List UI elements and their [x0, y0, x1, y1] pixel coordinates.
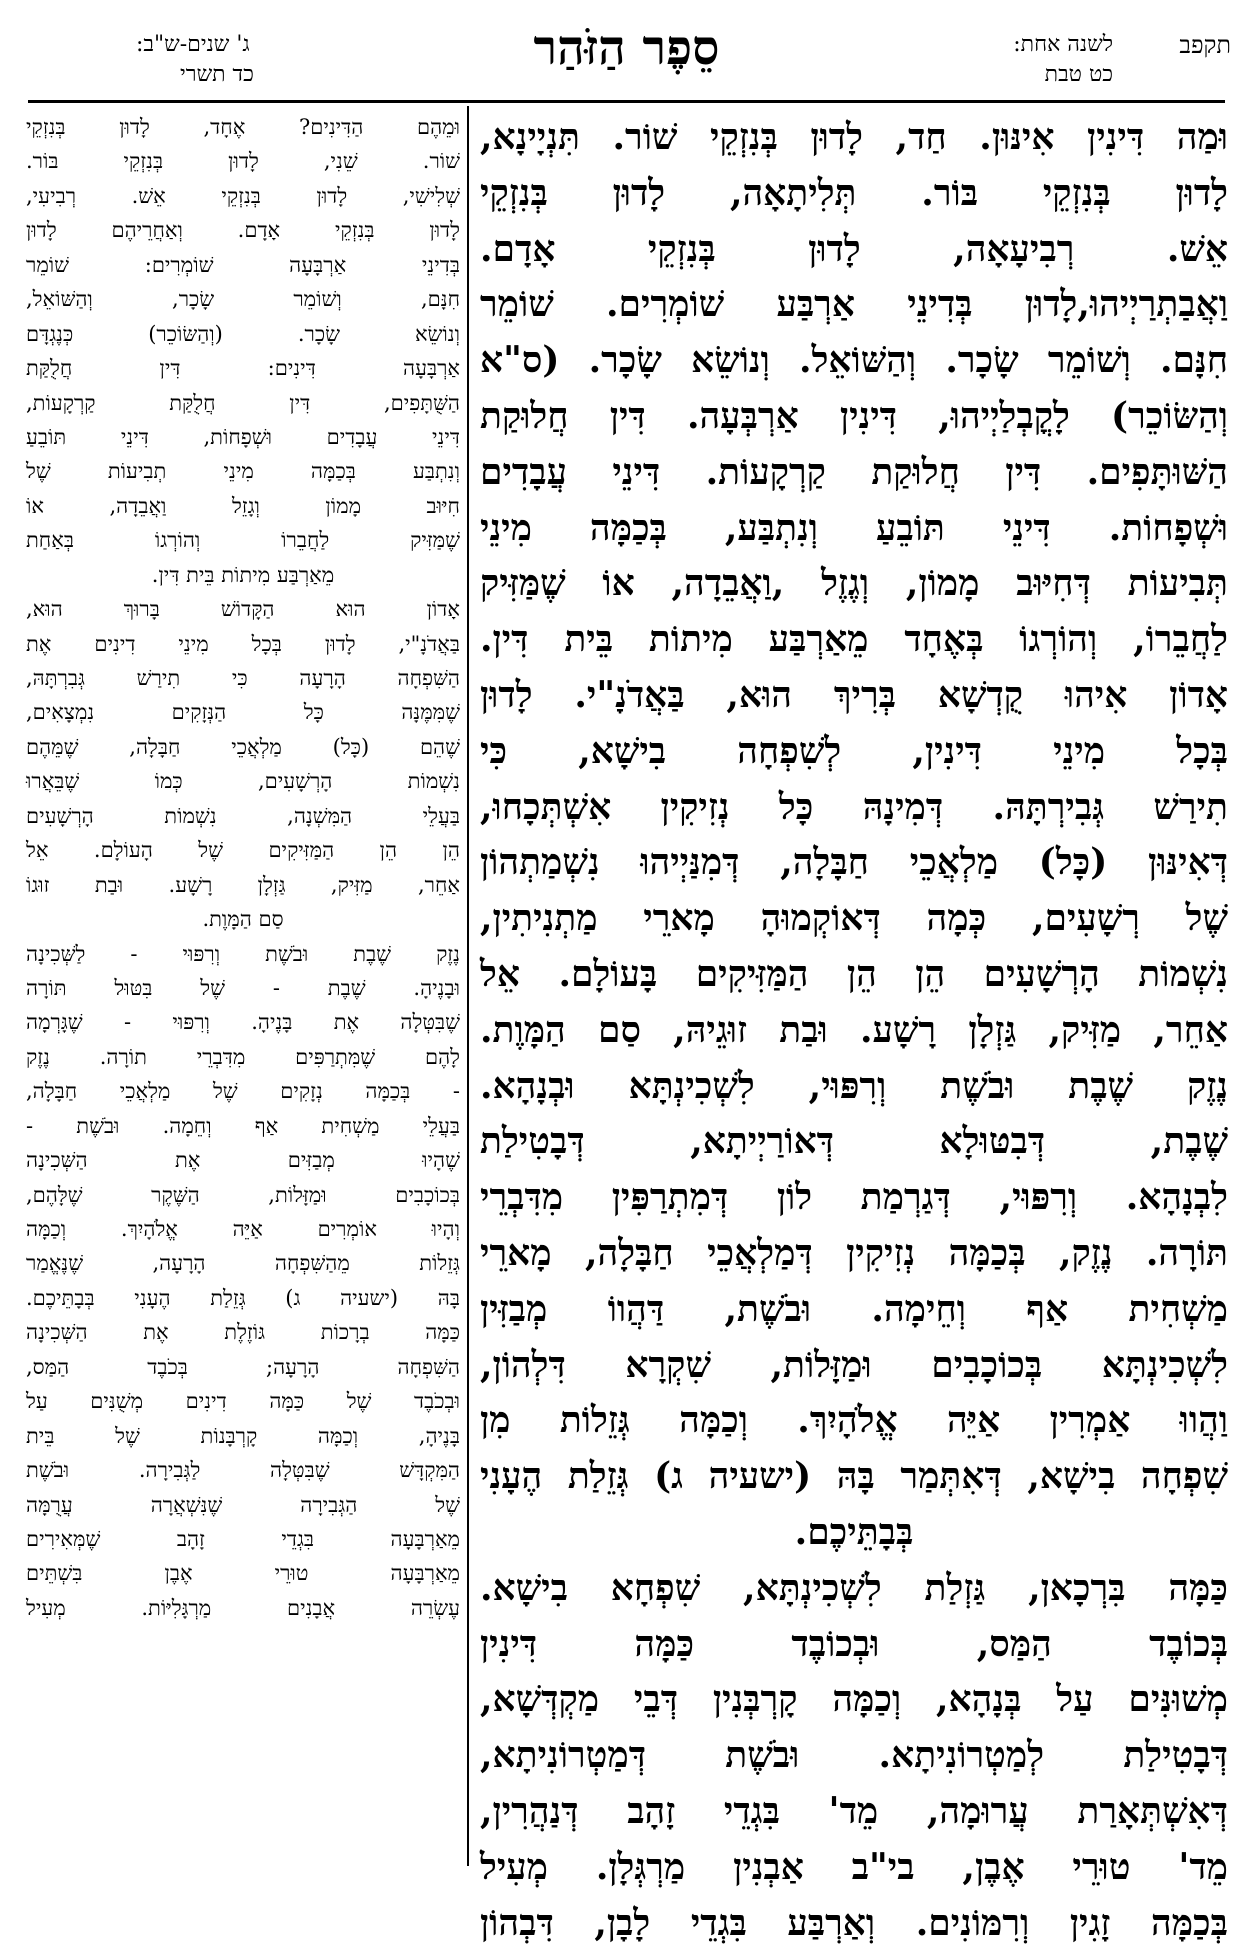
translation-text-line: אָדוֹן הוּא הַקָּדוֹשׁ בָּרוּךְ הוּא, [26, 592, 460, 626]
translation-text-line: סַם הַמָּוֶת. [26, 902, 460, 936]
aramaic-text-column [480, 110, 1228, 1870]
main-text-line: שִׁפְחָה בִישָׁא, דְּאִתְּמַר בָּהּ (ישעיה ג) גְּזֵלַת הֶעָנִי [480, 1449, 1228, 1505]
main-text-line: אֵשׁ. רְבִיעָאָה, לָדוּן בְּנִזְקֵי אָדָם. [480, 222, 1228, 278]
main-text-line: חִנָּם. וְשׁוֹמֵר שָׂכָר. וְהַשּׁוֹאֵל. וְנוֹשֵׂא שָׂכָר. (ס"א [480, 333, 1228, 389]
translation-text-line: גְּזֵלוֹת מֵהַשִּׁפְחָה הָרָעָה, שֶׁנֶּאֱמַר [26, 1246, 460, 1280]
main-text-line: תְּבִיעוֹת דְּחִיּוּב מָמוֹן, וְגֶזֶל ,וַאֲבֵדָה, אוֹ שֶׁמַּזִּיק [480, 556, 1228, 612]
translation-text-line: שׁוֹר. שֵׁנִי, לָדוּן בְּנִזְקֵי בּוֹר. [26, 144, 460, 178]
main-text-line: דְּאִינּוּן (כָּל) מַלְאֲכֵי חַבָּלָה, דְּמִנַּיְיהוּ נִשְׁמַתְהוֹן [480, 835, 1228, 891]
translation-text-line: שֶׁמַּזִּיק לַחֲבֵרוֹ וְהוֹרְגוֹ בְּאַחַת [26, 523, 460, 557]
main-text-line: וַהֲווּ אַמְרִין אַיֵּה אֱלֹהָיִךְ. וְכַמָּה גְּזֵלוֹת מִן [480, 1393, 1228, 1449]
reading-date-three-year: כד תשרי [180, 62, 254, 88]
translation-text-line: בַּאֲדֹנָ"י, לָדוּן בְּכָל מִינֵי דִינִים אֶת [26, 627, 460, 661]
main-text-line: תּוֹרָה. נֶזֶק, בְּכַמָּה נְזִיקִין דְּמַלְאֲכֵי חַבָּלָה, מָארֵי [480, 1226, 1228, 1282]
translation-text-line: לָדוּן בְּנִזְקֵי אָדָם. וְאַחֲרֵיהֶם לָדוּן [26, 213, 460, 247]
translation-text-line: שֶׁהֵם (כָּל) מַלְאֲכֵי חַבָּלָה, שֶׁמֵּהֶם [26, 730, 460, 764]
reading-date-one-year: כט טבת [1045, 62, 1113, 88]
main-text-line: אָדוֹן אִיהוּ קֻדְשָׁא בְּרִיךְ הוּא, בַּאֲדֹנָ"י. לָדוּן [480, 668, 1228, 724]
translation-text-line: וּבְכֹבֶד שֶׁל כַּמָּה דִינִים מְשֻׁנִּים עַל [26, 1384, 460, 1418]
main-text-line: וְהַשּׂוֹכֵר) לָקֳבְלַיְיהוּ, דִּינִין אַרְבְּעָה. דִּין חֲלוּקַת [480, 389, 1228, 445]
translation-text-line: וּמֵהֶם הַדִּינִים? אֶחָד, לָדוּן בְּנִזְקֵי [26, 110, 460, 144]
main-text-line: לִשְׁכִינְתָּא בְּכוֹכָבִים וּמַזָּלוֹת, שִׁקְרָא דִּלְהוֹן, [480, 1338, 1228, 1394]
main-text-line: וּמַה דִּינִין אִינּוּן. חַד, לָדוּן בְּנִזְקֵי שׁוֹר. תִּנְיָינָא, [480, 110, 1228, 166]
page-number: תקפב [1179, 32, 1231, 58]
main-text-line: שֶׁל רְשָׁעִים, כְּמָה דְּאוֹקְמוּהָ מָארֵי מַתְנִיתִין, [480, 891, 1228, 947]
translation-text-line: שֶׁל הַגְּבִירָה שֶׁנִּשְׁאֲרָה עֲרֻמָּה [26, 1488, 460, 1522]
translation-text-line: וּבָנֶיהָ. שֶׁבֶת - שֶׁל בִּטּוּל תּוֹרָה [26, 971, 460, 1005]
translation-text-line: וְנִתְבַּע בְּכַמָּה מִינֵי תְבִיעוֹת שֶׁל [26, 454, 460, 488]
translation-text-line: עֶשְׂרֵה אֲבָנִים מַרְגָּלִיּוֹת. מְעִיל [26, 1591, 460, 1625]
translation-text-line: שֶׁמִּמֶּנָּה כָּל הַנְּזָקִים נִמְצָאִים, [26, 695, 460, 729]
translation-text-line: וְהָיוּ אוֹמְרִים אַיֵּה אֱלֹהָיִךְ. וְכַמָּה [26, 1212, 460, 1246]
main-text-line: נִשְׁמוֹת הָרְשָׁעִים הֵן הֵן הַמַּזִּיקִים בָּעוֹלָם. אֵל [480, 947, 1228, 1003]
translation-text-line: שְׁלִישִׁי, לָדוּן בְּנִזְקֵי אֵשׁ. רְבִיעִי, [26, 179, 460, 213]
translation-text-line: לָהֶם שֶׁמִּתְרַפִּים מִדִּבְרֵי תוֹרָה. נֶזֶק [26, 1040, 460, 1074]
main-text-line: לִבְנָהָא. וְרִפּוּי, דְּגַרְמַת לוֹן דְּמִתְרַפִּין מִדִּבְרֵי [480, 1170, 1228, 1226]
translation-text-line: חִיּוּב מָמוֹן וְגָזֵל וַאֲבֵדָה, אוֹ [26, 489, 460, 523]
translation-text-line: הֵן הֵן הַמַּזִּיקִים שֶׁל הָעוֹלָם. אֵל [26, 833, 460, 867]
main-text-line: אַחֵר, מַזִּיק, גַּזְלָן רָשָׁע. וּבַת זוּגֵיהּ, סַם הַמָּוֶת. [480, 1003, 1228, 1059]
translation-text-line: דִּינֵי עֲבָדִים וּשְׁפָחוֹת, דִּינֵי תּוֹבֵעַ [26, 420, 460, 454]
reading-schedule-three-year: ג' שנים-ש"ב: [136, 32, 250, 58]
translation-text-line: כַּמָּה בְרָכוֹת גּוֹזֶלֶת אֶת הַשְּׁכִינָה [26, 1315, 460, 1349]
translation-text-line: הַשֻּׁתָּפִים, דִּין חֲלֻקַּת קַרְקָעוֹת, [26, 386, 460, 420]
translation-text-line: הַשִּׁפְחָה הָרָעָה; בְּכֹבֶד הַמַּס, [26, 1350, 460, 1384]
translation-text-line: בַּעֲלֵי מַשְׁחִית אַף וְחֵמָה. וּבֹשֶׁת - [26, 1109, 460, 1143]
translation-text-line: בַּעֲלֵי הַמִּשְׁנָה, נִשְׁמוֹת הָרְשָׁעִים [26, 799, 460, 833]
main-text-line: וּשְׁפָחוֹת. דִּינֵי תּוֹבֵעַ וְנִתְבַּע, בְּכַמָּה מִינֵי [480, 501, 1228, 557]
column-divider [467, 106, 469, 1866]
translation-text-line: הַשִּׁפְחָה הָרָעָה כִּי תִירַשׁ גְּבִרְתָּהּ, [26, 661, 460, 695]
main-text-line: נֶזֶק שֶׁבֶת וּבֹשֶׁת וְרִפּוּי, לִשְׁכִינְתָּא וּבְנָהָא. [480, 1059, 1228, 1115]
main-text-line: דְּאִשְׁתְּאָרַת עֲרוּמָה, מֵד' בִּגְדֵי זָהָב דְּנַהֲרִין, [480, 1784, 1228, 1840]
main-text-line: בְּבָתֵּיכֶם. [480, 1505, 1228, 1561]
main-text-line: לַחֲבֵרוֹ, וְהוֹרְגוֹ בְּאֶחָד מֵאַרְבַּע מִיתוֹת בֵּית דִּין. [480, 612, 1228, 668]
translation-text-line: בְּכוֹכָבִים וּמַזָּלוֹת, הַשֶּׁקֶר שֶׁלָּהֶם, [26, 1178, 460, 1212]
main-text-line: בְּכַמָּה זָגִין וְרִמּוֹנִים. וְאַרְבַּע בִּגְדֵי לָבָן, דִּבְהוֹן [480, 1896, 1228, 1951]
translation-text-line: בָּהּ (ישעיה ג) גְּזֵלַת הֶעָנִי בְּבָתֵּיכֶם. [26, 1281, 460, 1315]
translation-text-line: - בְּכַמָּה נְזָקִים שֶׁל מַלְאֲכֵי חַבָּלָה, [26, 1074, 460, 1108]
main-text-line: וַאֲבַתְרַיְיהוּ,לָדוּן בְּדִינֵי אַרְבַּע שׁוֹמְרִים. שׁוֹמֵר [480, 277, 1228, 333]
main-text-line: מְשׁוּנִּים עַל בְּנָהָא, וְכַמָּה קָרְבְּנִין דְּבֵי מַקְדְּשָׁא, [480, 1672, 1228, 1728]
translation-text-line: בָּנֶיהָ, וְכַמָּה קָרְבָּנוֹת שֶׁל בֵּית [26, 1419, 460, 1453]
main-text-line: בְּכָל מִינֵי דִּינִין, לְשִׁפְחָה בִישָׁא, כִּי [480, 724, 1228, 780]
page-title: סֵפֶר הַזֹּהַר [0, 20, 1253, 76]
translation-text-column [26, 110, 460, 1870]
header-rule [28, 100, 1225, 103]
main-text-line: דְּבָטִילַת לְמַטְרוֹנִיתָא. וּבֹשֶׁת דְּמַטְרוֹנִיתָא, [480, 1728, 1228, 1784]
translation-text-line: נִשְׁמוֹת הָרְשָׁעִים, כְּמוֹ שֶׁבֵּאֲרוּ [26, 764, 460, 798]
main-text-line: בְּכוֹבֶד הַמַּס, וּבְכוֹבֶד כַּמָּה דִּינִין [480, 1617, 1228, 1673]
reading-schedule-one-year: לשנה אחת: [1013, 32, 1113, 58]
translation-text-line: שֶׁהָיוּ מְבַזִּים אֶת הַשְּׁכִינָה [26, 1143, 460, 1177]
translation-text-line: מֵאַרְבַּע מִיתוֹת בֵּית דִּין. [26, 558, 460, 592]
translation-text-line: מֵאַרְבָּעָה טוּרֵי אֶבֶן בִּשְׁתֵּים [26, 1556, 460, 1590]
translation-text-line: וְנוֹשֵׂא שָׂכָר. (וְהַשּׂוֹכֵר) כְּנֶגְדָּם [26, 317, 460, 351]
main-text-line: מֵד' טוּרֵי אֶבֶן, בי"ב אַבְנִין מַרְגְּלָן. מְעִיל [480, 1840, 1228, 1896]
translation-text-line: חִנָּם, וְשׁוֹמֵר שָׂכָר, וְהַשּׁוֹאֵל, [26, 282, 460, 316]
main-text-line: לָדוּן בְּנִזְקֵי בּוֹר. תְּלִיתָאָה, לָדוּן בְּנִזְקֵי [480, 166, 1228, 222]
main-text-line: הַשּׁוּתָּפִים. דִּין חֲלוּקַת קַרְקָעוֹת. דִּינֵי עֲבָדִים [480, 445, 1228, 501]
translation-text-line: נֶזֶק שֶׁבֶת וּבֹשֶׁת וְרִפּוּי - לַשְּׁכִינָה [26, 937, 460, 971]
translation-text-line: הַמִּקְדָּשׁ שֶׁבִּטְּלָה לַגְּבִירָה. וּבֹשֶׁת [26, 1453, 460, 1487]
main-text-line: כַּמָּה בִּרְכָאן, גַּזְלַת לִשְׁכִינְתָּא, שִׁפְחָא בִישָׁא. [480, 1561, 1228, 1617]
main-text-line: תִירַשׁ גְּבִירְתָּהּ. דְּמִינָהּ כָּל נְזִיקִין אִשְׁתְּכָחוּ, [480, 780, 1228, 836]
translation-text-line: שֶׁבִּטְּלָה אֶת בָּנֶיהָ. וְרִפּוּי - שֶׁגָּרְמָה [26, 1005, 460, 1039]
main-text-line: שֶׁבֶת, דְּבִטּוּלָא דְּאוֹרַיְיתָא, דְּבָטִילַת [480, 1114, 1228, 1170]
translation-text-line: בְּדִינֵי אַרְבָּעָה שׁוֹמְרִים: שׁוֹמֵר [26, 248, 460, 282]
main-text-line: מַשְׁחִית אַף וְחֵימָה. וּבֹשֶׁת, דַּהֲווֹ מְבַזִּין [480, 1282, 1228, 1338]
translation-text-line: אַרְבָּעָה דִּינִים: דִּין חֲלֻקַּת [26, 351, 460, 385]
translation-text-line: אַחֵר, מַזִּיק, גַּזְלָן רָשָׁע. וּבַת זוּגוֹ [26, 868, 460, 902]
translation-text-line: מֵאַרְבָּעָה בִּגְדֵי זָהָב שֶׁמְּאִירִים [26, 1522, 460, 1556]
